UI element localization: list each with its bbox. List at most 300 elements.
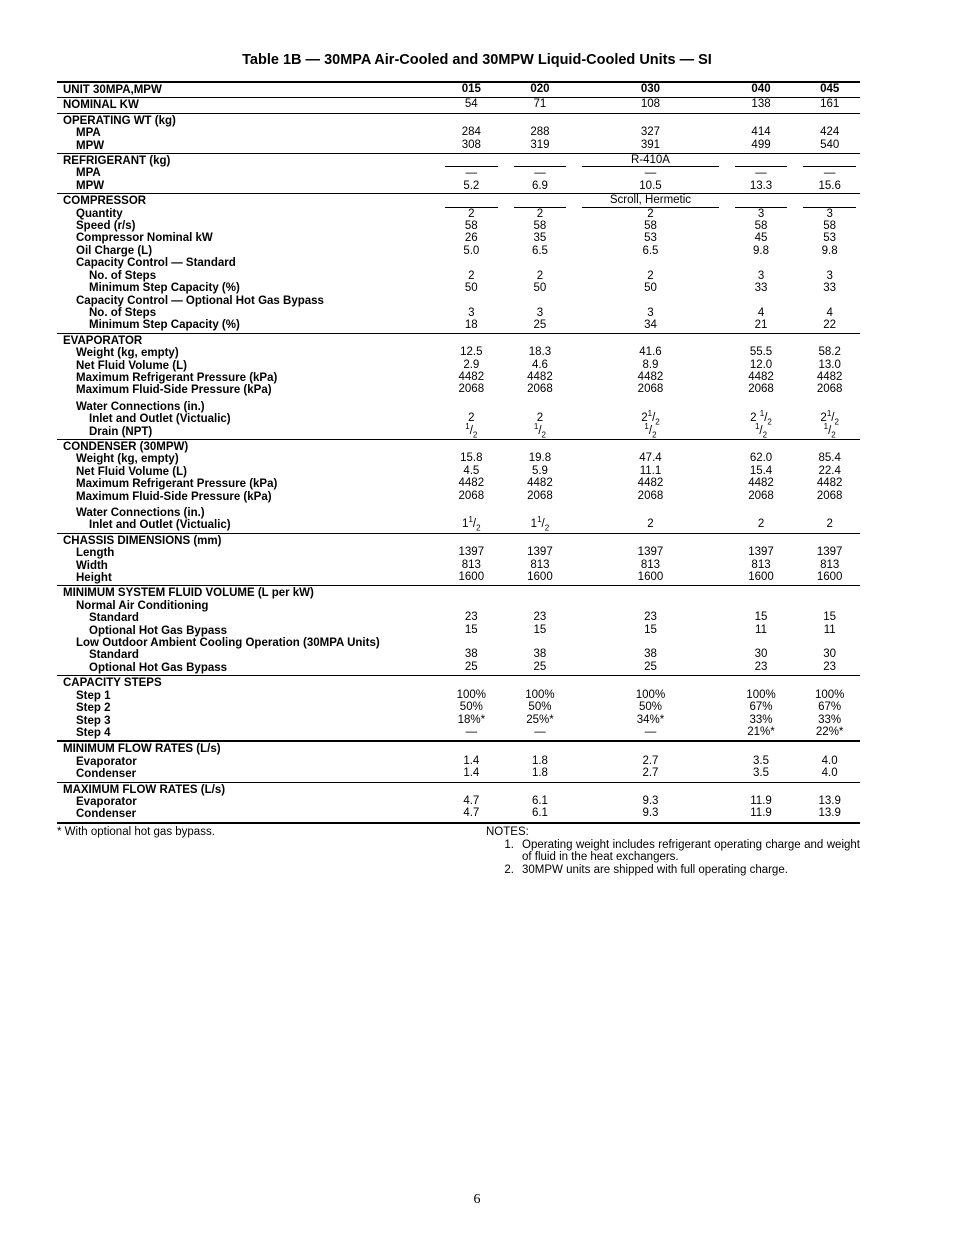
cell-value: [582, 506, 718, 518]
row-label: CHASSIS DIMENSIONS (mm): [63, 534, 222, 547]
row-label: Evaporator: [76, 795, 137, 808]
cell-value: 2068: [816, 383, 843, 396]
cell-value: [445, 636, 498, 648]
note-number: 2.: [504, 863, 514, 876]
row-label: Capacity Control — Optional Hot Gas Bypass: [76, 294, 324, 307]
value-column-040: [731, 333, 792, 439]
cell-value: [803, 599, 856, 611]
cell-value: 50%: [528, 701, 552, 714]
unit-column-header: 015: [441, 82, 502, 98]
cell-value: 2: [826, 518, 833, 531]
cell-value: 5.0: [463, 244, 480, 257]
cell-value: 58: [754, 220, 768, 233]
row-label: Standard: [89, 612, 139, 625]
cell-value: 47.4: [639, 452, 662, 465]
cell-value: 424: [820, 126, 840, 139]
cell-value: 11: [755, 623, 767, 636]
cell-value: [514, 636, 567, 648]
cell-value: 50%: [459, 701, 483, 714]
value-column-020: [510, 154, 571, 194]
cell-value: [445, 114, 498, 126]
cell-value: 23: [644, 611, 657, 624]
cell-value: [514, 534, 567, 546]
value-column-020: [510, 194, 571, 333]
cell-value: 327: [640, 126, 661, 139]
cell-value: [735, 676, 788, 688]
cell-value: 2: [468, 412, 475, 425]
row-label: Weight (kg, empty): [76, 347, 179, 360]
row-label: MPA: [76, 167, 101, 180]
value-column-030: [578, 533, 722, 586]
cell-value: [735, 636, 788, 648]
row-label: MPW: [76, 179, 105, 192]
cell-value: —: [514, 166, 567, 179]
section-labels: [57, 154, 433, 194]
row-label: Maximum Fluid-Side Pressure (kPa): [76, 490, 272, 503]
cell-value: 1397: [748, 546, 774, 559]
footnote: * With optional hot gas bypass.: [57, 826, 215, 838]
cell-value: 1600: [748, 571, 774, 584]
cell-value: 4482: [816, 370, 843, 383]
value-column-020: [510, 333, 571, 439]
cell-value: 2068: [748, 383, 774, 396]
cell-value: [514, 742, 567, 754]
cell-value: [803, 440, 856, 452]
value-column-045: [799, 154, 860, 194]
cell-value: 100%: [456, 688, 487, 701]
shared-value-spacer: [445, 154, 498, 166]
cell-value: [582, 636, 718, 648]
cell-value: 813: [640, 558, 661, 571]
cell-value: [445, 295, 498, 307]
cell-value: 1600: [816, 571, 843, 584]
cell-value: [514, 334, 567, 346]
cell-value: 15: [754, 611, 768, 624]
section-labels: [57, 333, 433, 439]
row-label: Speed (r/s): [76, 220, 136, 233]
shared-value: R-410A: [630, 154, 670, 167]
section-minflow: [57, 741, 860, 782]
section-labels: [57, 98, 433, 113]
cell-value: 54: [464, 98, 478, 111]
row-label: Condenser: [76, 808, 137, 821]
cell-value: 62.0: [749, 452, 773, 465]
cell-value: 2: [536, 412, 544, 425]
value-column-045: [799, 741, 860, 782]
value-column-015: [441, 676, 502, 742]
cell-value: 15.8: [460, 452, 483, 465]
page-number: 6: [473, 1192, 481, 1207]
cell-value: 35: [533, 232, 547, 245]
cell-value: 4482: [748, 477, 774, 490]
cell-value: 813: [820, 558, 840, 571]
section-labels: [57, 439, 433, 533]
cell-value: 23: [823, 660, 837, 673]
cell-value: 67%: [749, 701, 773, 714]
row-label: NOMINAL KW: [63, 99, 139, 112]
cell-value: [514, 257, 567, 269]
cell-value: 15: [464, 623, 478, 636]
section-opwt: [57, 113, 860, 153]
section-nominal: [57, 98, 860, 113]
cell-value: 2068: [637, 489, 664, 502]
row-label: Compressor Nominal kW: [76, 232, 213, 245]
cell-value: 23: [464, 611, 478, 624]
cell-value: [735, 257, 788, 269]
value-column-015: [441, 113, 502, 153]
cell-value: $^1/_2$: [754, 421, 768, 439]
value-column-045: [799, 98, 860, 113]
row-label: Minimum Step Capacity (%): [89, 319, 240, 332]
cell-value: [582, 534, 718, 546]
row-label: Capacity Control — Standard: [76, 257, 236, 270]
row-label: COMPRESSOR: [63, 195, 147, 208]
row-label: OPERATING WT (kg): [63, 114, 176, 127]
cell-value: 4.6: [531, 358, 548, 371]
cell-value: —: [803, 166, 856, 179]
row-label: Height: [76, 572, 112, 585]
unit-column-header: 020: [510, 82, 571, 98]
cell-value: 284: [461, 126, 481, 139]
value-column-040: [731, 782, 792, 823]
cell-value: [582, 334, 718, 346]
shared-value-spacer: [735, 154, 788, 166]
row-label: Low Outdoor Ambient Cooling Operation (30MPA Units): [76, 637, 380, 650]
cell-value: 813: [530, 558, 550, 571]
cell-value: $^1/_2$: [465, 421, 478, 439]
cell-value: 2068: [527, 383, 553, 396]
note-text: 30MPW units are shipped with full operating charge.: [522, 863, 788, 876]
cell-value: [445, 599, 498, 611]
cell-value: 15: [533, 623, 547, 636]
cell-value: $1^1/_2$: [462, 515, 481, 533]
value-column-015: [441, 782, 502, 823]
value-column-030: [578, 741, 722, 782]
cell-value: 25: [533, 319, 547, 332]
value-column-030: [578, 782, 722, 823]
cell-value: [514, 114, 567, 126]
cell-value: 4.0: [821, 767, 838, 780]
row-label: MAXIMUM FLOW RATES (L/s): [63, 783, 226, 796]
cell-value: 2: [445, 207, 498, 220]
cell-value: [514, 586, 567, 598]
cell-value: 58: [644, 220, 657, 233]
cell-value: 2068: [458, 383, 485, 396]
cell-value: —: [534, 725, 546, 738]
row-label: Maximum Refrigerant Pressure (kPa): [76, 371, 278, 384]
cell-value: 33%: [818, 713, 842, 726]
cell-value: 100%: [525, 688, 555, 701]
value-column-015: [441, 333, 502, 439]
cell-value: 2: [514, 207, 567, 220]
row-label: Drain (NPT): [89, 425, 153, 438]
cell-value: 1600: [637, 571, 664, 584]
cell-value: $2^1/_2$: [641, 409, 660, 427]
cell-value: 2 $^1/_2$: [750, 409, 772, 427]
row-label: Minimum Step Capacity (%): [89, 282, 240, 295]
row-label: Evaporator: [76, 755, 137, 768]
cell-value: 18%*: [457, 713, 486, 726]
cell-value: [514, 783, 567, 795]
cell-value: 1.8: [531, 767, 548, 780]
row-label: Maximum Fluid-Side Pressure (kPa): [76, 384, 272, 397]
cell-value: 2068: [458, 489, 485, 502]
row-label: Optional Hot Gas Bypass: [89, 661, 228, 674]
row-label: Condenser: [76, 768, 137, 781]
row-label: MPW: [76, 139, 105, 152]
cell-value: 1.4: [463, 767, 480, 780]
table-title: Table 1B — 30MPA Air-Cooled and 30MPW Liquid-Cooled Units — SI: [242, 52, 712, 68]
cell-value: 58: [533, 220, 547, 233]
cell-value: 100%: [746, 688, 776, 701]
cell-value: 53: [644, 232, 657, 245]
value-column-030: [578, 98, 722, 113]
cell-value: 4.7: [463, 794, 480, 807]
value-column-045: [799, 439, 860, 533]
cell-value: —: [644, 725, 657, 738]
cell-value: [514, 295, 567, 307]
value-column-040: [731, 439, 792, 533]
cell-value: 25%*: [526, 713, 554, 726]
row-label: Inlet and Outlet (Victualic): [89, 519, 231, 532]
row-label: Net Fluid Volume (L): [76, 359, 187, 372]
cell-value: [803, 742, 856, 754]
cell-value: 138: [751, 98, 771, 111]
cell-value: 3: [536, 306, 544, 319]
cell-value: 53: [823, 232, 837, 245]
section-labels: [57, 741, 433, 782]
cell-value: 21: [754, 319, 768, 332]
row-label: Width: [76, 559, 108, 572]
cell-value: $^1/_2$: [533, 421, 546, 439]
cell-value: 71: [533, 98, 547, 111]
cell-value: [445, 676, 498, 688]
row-label: Net Fluid Volume (L): [76, 465, 187, 478]
value-column-020: [510, 113, 571, 153]
cell-value: 4: [757, 306, 765, 319]
cell-value: 9.3: [642, 807, 659, 820]
cell-value: $2^1/_2$: [820, 409, 839, 427]
cell-value: —: [735, 166, 788, 179]
cell-value: [735, 114, 788, 126]
cell-value: 3: [757, 269, 765, 282]
value-column-045: [799, 782, 860, 823]
cell-value: 1.8: [531, 754, 548, 767]
cell-value: 4.0: [821, 754, 838, 767]
section-minvol: [57, 586, 860, 676]
cell-value: 2068: [816, 489, 843, 502]
cell-value: [735, 440, 788, 452]
cell-value: 288: [530, 126, 550, 139]
shared-value-spacer: [514, 154, 567, 166]
cell-value: 50: [464, 282, 478, 295]
row-label: EVAPORATOR: [63, 334, 143, 347]
value-column-030: [578, 586, 722, 676]
cell-value: 15: [823, 611, 837, 624]
cell-value: —: [582, 166, 718, 179]
value-column-040: [731, 676, 792, 742]
cell-value: [735, 334, 788, 346]
cell-value: 11.9: [750, 794, 772, 807]
cell-value: 6.9: [531, 179, 548, 192]
cell-value: 1600: [527, 571, 553, 584]
row-label: Inlet and Outlet (Victualic): [89, 413, 231, 426]
value-column-045: [799, 586, 860, 676]
cell-value: 4.7: [463, 807, 480, 820]
cell-value: [582, 783, 718, 795]
value-column-020: [510, 439, 571, 533]
note-text: Operating weight includes refrigerant operating charge and weight of fluid in the heat exchangers.: [522, 838, 860, 863]
cell-value: 22.4: [818, 464, 841, 477]
cell-value: 4482: [458, 370, 485, 383]
notes-heading: NOTES:: [486, 826, 529, 838]
cell-value: [735, 295, 788, 307]
cell-value: 5.9: [531, 464, 548, 477]
cell-value: 1600: [458, 571, 485, 584]
header-row: [57, 82, 860, 98]
cell-value: 30: [823, 648, 837, 661]
cell-value: [735, 534, 788, 546]
cell-value: 308: [461, 138, 481, 151]
cell-value: 38: [464, 648, 478, 661]
value-column-020: [510, 782, 571, 823]
cell-value: 6.5: [642, 244, 659, 257]
value-column-040: [731, 741, 792, 782]
cell-value: [803, 534, 856, 546]
row-label: Weight (kg, empty): [76, 453, 179, 466]
value-column-045: [799, 676, 860, 742]
row-label: Optional Hot Gas Bypass: [89, 624, 228, 637]
row-label: Water Connections (in.): [76, 507, 205, 519]
row-label: MPA: [76, 127, 101, 140]
cell-value: [445, 400, 498, 412]
value-column-030: [578, 333, 722, 439]
value-column-040: [731, 586, 792, 676]
cell-value: 414: [751, 126, 771, 139]
cell-value: 3: [803, 207, 856, 220]
cell-value: 2: [468, 269, 475, 282]
value-column-045: [799, 533, 860, 586]
cell-value: 1397: [637, 546, 664, 559]
cell-value: [582, 295, 718, 307]
cell-value: 23: [533, 611, 547, 624]
cell-value: 9.8: [821, 244, 838, 257]
cell-value: [803, 676, 856, 688]
cell-value: 108: [640, 98, 661, 111]
cell-value: [514, 599, 567, 611]
cell-value: 4482: [527, 370, 553, 383]
cell-value: 34: [644, 319, 657, 332]
row-label: Normal Air Conditioning: [76, 599, 209, 612]
value-column-015: [441, 439, 502, 533]
spec-table: [57, 81, 860, 824]
row-label: Quantity: [76, 207, 123, 220]
cell-value: [582, 257, 718, 269]
cell-value: 813: [461, 558, 481, 571]
cell-value: 100%: [635, 688, 666, 701]
cell-value: 9.8: [753, 244, 770, 257]
cell-value: $^1/_2$: [823, 421, 836, 439]
cell-value: [735, 599, 788, 611]
cell-value: 4482: [637, 370, 664, 383]
cell-value: [445, 586, 498, 598]
row-label: Length: [76, 547, 115, 560]
section-labels: [57, 676, 433, 742]
cell-value: 67%: [818, 701, 842, 714]
cell-value: 21%*: [747, 725, 775, 738]
cell-value: 13.9: [818, 794, 841, 807]
cell-value: 2.7: [642, 754, 659, 767]
row-label: No. of Steps: [89, 269, 157, 282]
value-column-020: [510, 741, 571, 782]
cell-value: [582, 676, 718, 688]
value-column-040: [731, 533, 792, 586]
cell-value: 4482: [527, 477, 553, 490]
cell-value: 2: [647, 518, 654, 531]
cell-value: 22%*: [815, 725, 844, 738]
cell-value: 13.0: [818, 358, 841, 371]
cell-value: [582, 440, 718, 452]
cell-value: 4.5: [463, 464, 480, 477]
cell-value: 11: [823, 623, 836, 636]
cell-value: 12.0: [749, 358, 773, 371]
cell-value: 319: [530, 138, 550, 151]
note-item: [486, 839, 860, 864]
cell-value: 4: [826, 306, 833, 319]
cell-value: 55.5: [749, 346, 773, 359]
cell-value: 3: [826, 269, 833, 282]
cell-value: 26: [464, 232, 478, 245]
cell-value: [582, 742, 718, 754]
cell-value: [445, 783, 498, 795]
cell-value: 4482: [748, 370, 774, 383]
cell-value: 38: [644, 648, 657, 661]
cell-value: 30: [754, 648, 768, 661]
cell-value: 3: [647, 306, 654, 319]
cell-value: 85.4: [818, 452, 841, 465]
cell-value: [735, 783, 788, 795]
cell-value: 50: [644, 282, 657, 295]
row-label: Oil Charge (L): [76, 244, 153, 257]
shared-value-spacer: [803, 154, 856, 166]
value-column-015: [441, 741, 502, 782]
cell-value: —: [465, 725, 478, 738]
cell-value: 3: [735, 207, 788, 220]
shared-value-spacer: [514, 194, 567, 206]
cell-value: [735, 742, 788, 754]
cell-value: 1.4: [463, 754, 480, 767]
cell-value: 18.3: [528, 346, 552, 359]
cell-value: —: [445, 166, 498, 179]
cell-value: 13.3: [749, 179, 773, 192]
value-column-030: [578, 113, 722, 153]
value-column-015: [441, 586, 502, 676]
cell-value: [445, 334, 498, 346]
notes: [486, 826, 860, 876]
cell-value: 6.5: [531, 244, 548, 257]
cell-value: 3.5: [753, 754, 770, 767]
cell-value: 58.2: [818, 346, 841, 359]
cell-value: 6.1: [531, 807, 548, 820]
cell-value: 58: [464, 220, 478, 233]
header-label: UNIT 30MPA,MPW: [57, 82, 433, 98]
cell-value: [514, 676, 567, 688]
cell-value: [445, 257, 498, 269]
cell-value: 5.2: [463, 179, 480, 192]
cell-value: 11.1: [639, 464, 662, 477]
value-column-015: [441, 98, 502, 113]
cell-value: [803, 783, 856, 795]
